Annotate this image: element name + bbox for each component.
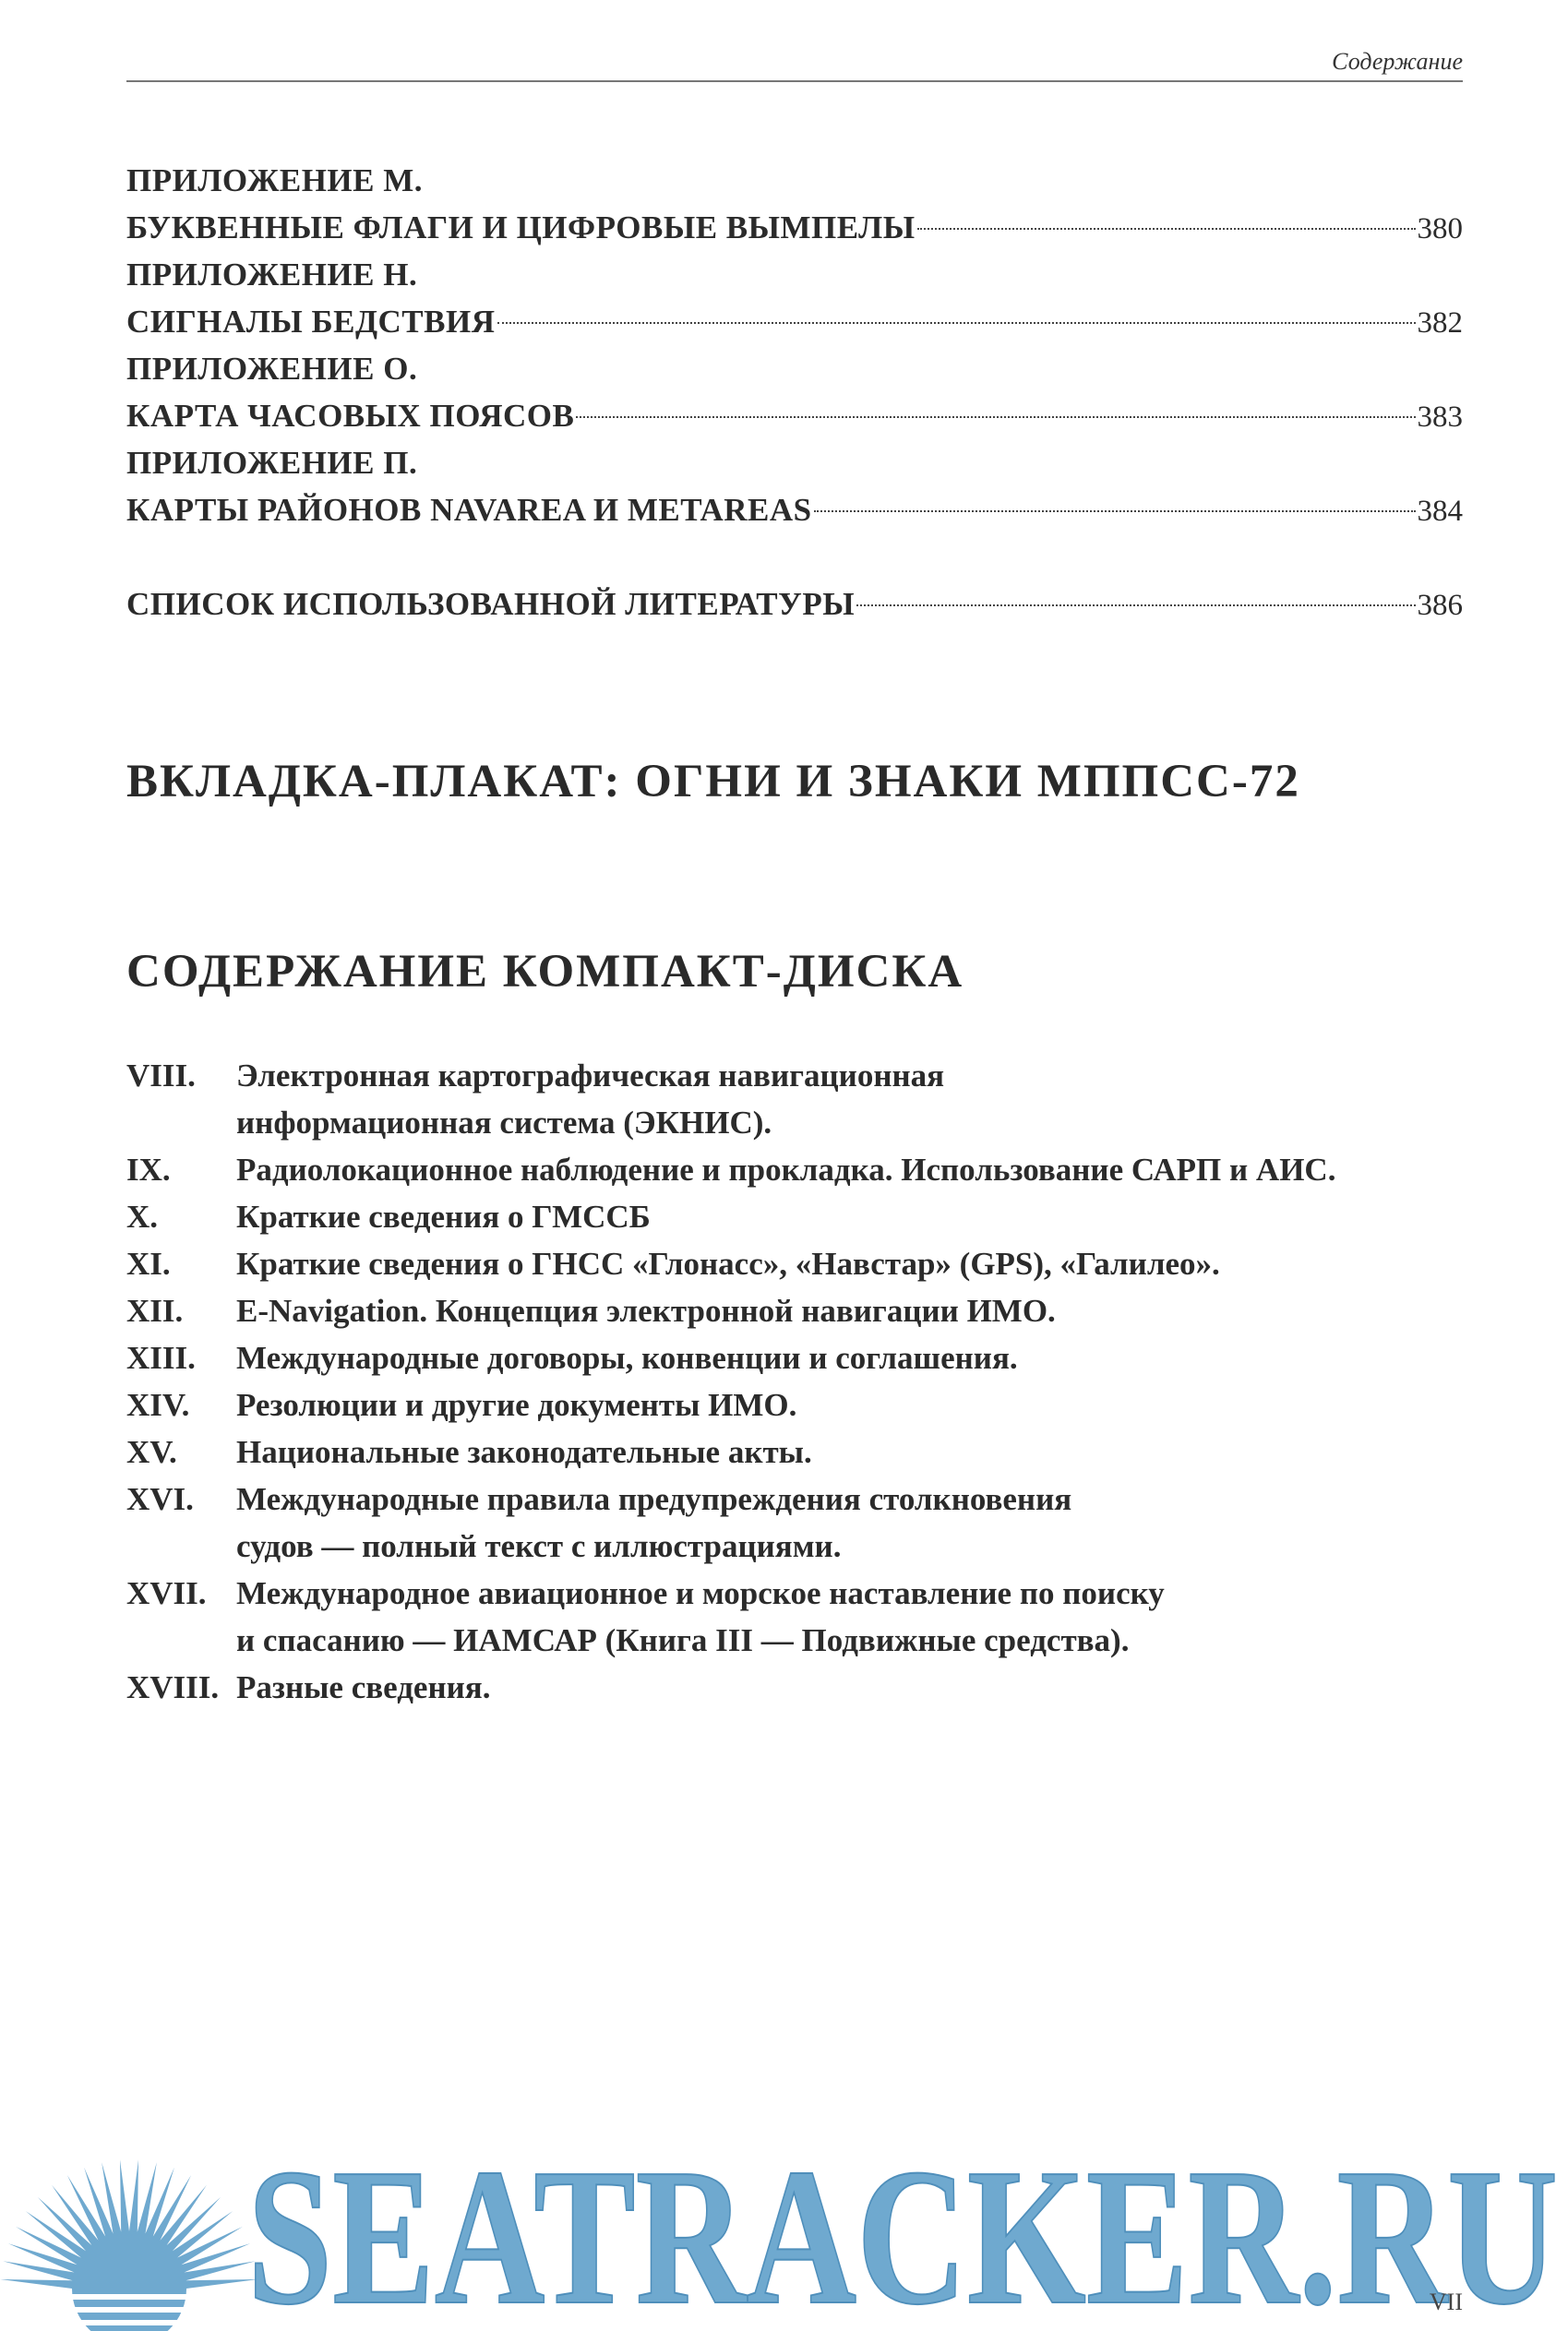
toc-entry-bibliography[interactable]: [126, 580, 1463, 628]
toc-page-number: 386: [1417, 589, 1463, 622]
dot-leader: [814, 510, 1416, 512]
list-item-text: Электронная картографическая навигационная: [236, 1058, 945, 1094]
toc-page-number: 384: [1417, 495, 1463, 528]
toc-appendices: [126, 157, 1463, 628]
toc-entry-label: ПРИЛОЖЕНИЕ П.: [126, 445, 418, 481]
dot-leader: [497, 322, 1416, 324]
list-item-number: XIII.: [126, 1340, 196, 1376]
list-item-number: IX.: [126, 1152, 171, 1188]
running-header: Содержание: [1332, 48, 1463, 75]
toc-entry-label: ПРИЛОЖЕНИЕ Н.: [126, 257, 418, 293]
list-item-number: XVIII.: [126, 1669, 220, 1705]
list-item-text: информационная система (ЭКНИС).: [236, 1105, 772, 1141]
list-item-text: Международное авиационное и морское наставление по поиску: [236, 1575, 1165, 1611]
list-item-number: XVII.: [126, 1575, 207, 1611]
list-item-number: XII.: [126, 1293, 184, 1329]
list-item-text: и спасанию — ИАМСАР (Книга III — Подвижные средства).: [236, 1622, 1130, 1658]
toc-entry-label: ПРИЛОЖЕНИЕ М.: [126, 162, 424, 198]
list-item: [126, 1476, 1463, 1570]
list-item-number: X.: [126, 1199, 159, 1235]
list-item-text: Международные правила предупреждения столкновения: [236, 1481, 1072, 1517]
list-item-text: Краткие сведения о ГНСС «Глонасс», «Навстар» (GPS), «Галилео».: [236, 1246, 1220, 1282]
toc-entry-title: СПИСОК ИСПОЛЬЗОВАННОЙ ЛИТЕРАТУРЫ: [126, 586, 856, 622]
toc-entry[interactable]: [126, 251, 1463, 345]
list-item-text: E-Navigation. Концепция электронной навигации ИМО.: [236, 1293, 1056, 1329]
toc-entry-label: ПРИЛОЖЕНИЕ О.: [126, 351, 418, 387]
list-item-text: Радиолокационное наблюдение и прокладка. Использование САРП и АИС.: [236, 1152, 1336, 1188]
list-item-number: XV.: [126, 1434, 177, 1470]
list-item: [126, 1146, 1463, 1193]
toc-entry[interactable]: [126, 345, 1463, 439]
list-item: [126, 1052, 1463, 1146]
list-item-text: судов — полный текст с иллюстрациями.: [236, 1528, 842, 1564]
list-item-text: Национальные законодательные акты.: [236, 1434, 812, 1470]
list-item-number: XI.: [126, 1246, 171, 1282]
list-item: [126, 1570, 1463, 1664]
toc-entry-title: КАРТА ЧАСОВЫХ ПОЯСОВ: [126, 398, 575, 434]
toc-entry-title: БУКВЕННЫЕ ФЛАГИ И ЦИФРОВЫЕ ВЫМПЕЛЫ: [126, 209, 916, 245]
cd-contents-heading: СОДЕРЖАНИЕ КОМПАКТ-ДИСКА: [126, 946, 964, 998]
toc-page-number: 383: [1417, 400, 1463, 434]
watermark: [0, 2113, 1568, 2331]
page-number: VII: [1429, 2289, 1463, 2315]
toc-page-number: 380: [1417, 212, 1463, 245]
list-item-text: Разные сведения.: [236, 1669, 491, 1705]
list-item: [126, 1664, 1463, 1711]
dot-leader: [856, 604, 1415, 606]
list-item-text: Международные договоры, конвенции и соглашения.: [236, 1340, 1018, 1376]
dot-leader: [917, 228, 1416, 230]
list-item-text: Резолюции и другие документы ИМО.: [236, 1387, 797, 1423]
list-item: [126, 1428, 1463, 1476]
sea-wave: [65, 2294, 194, 2300]
list-item: [126, 1381, 1463, 1428]
list-item-number: XIV.: [126, 1387, 190, 1423]
sun-icon: [0, 2159, 257, 2331]
list-item: [126, 1287, 1463, 1334]
toc-entry[interactable]: [126, 439, 1463, 533]
dot-leader: [576, 416, 1415, 418]
toc-entry-title: СИГНАЛЫ БЕДСТВИЯ: [126, 304, 496, 340]
toc-entry-title: КАРТЫ РАЙОНОВ NAVAREA И METAREAS: [126, 492, 812, 528]
cd-contents-list: [126, 1052, 1463, 1711]
header-rule: [126, 80, 1463, 82]
toc-page-number: 382: [1417, 306, 1463, 340]
watermark-text: SEATRACKER.RU: [247, 2128, 1558, 2331]
toc-entry[interactable]: [126, 157, 1463, 251]
list-item: [126, 1193, 1463, 1240]
list-item-number: VIII.: [126, 1058, 196, 1094]
sea-wave: [65, 2307, 194, 2313]
list-item: [126, 1240, 1463, 1287]
sea-wave: [65, 2320, 194, 2325]
list-item-number: XVI.: [126, 1481, 194, 1517]
list-item: [126, 1334, 1463, 1381]
list-item-text: Краткие сведения о ГМССБ: [236, 1199, 651, 1235]
poster-heading: ВКЛАДКА-ПЛАКАТ: ОГНИ И ЗНАКИ МППСС-72: [126, 756, 1300, 807]
